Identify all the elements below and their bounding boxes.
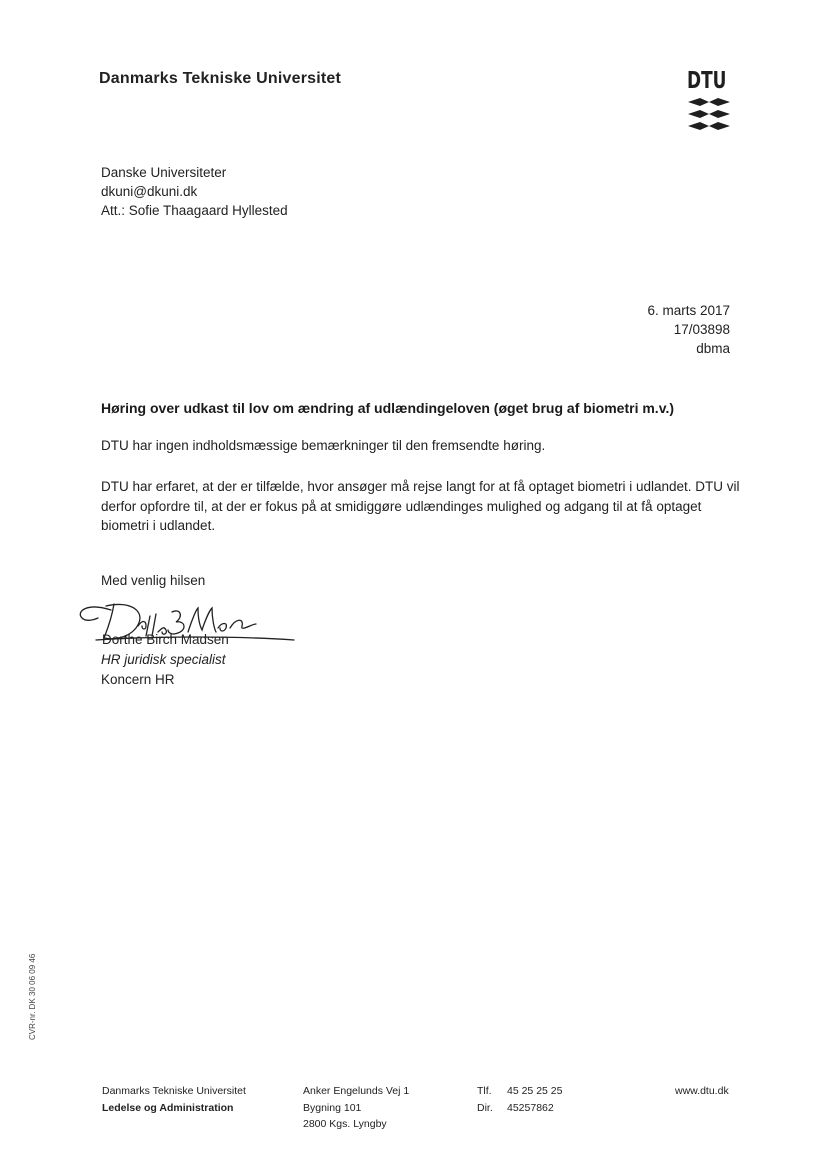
letter-date: 6. marts 2017 [647, 303, 730, 318]
recipient-name: Danske Universiteter [101, 165, 227, 180]
footer-address-line: Anker Engelunds Vej 1 [303, 1085, 410, 1097]
logo-text: DTU [687, 68, 727, 94]
recipient-attention: Att.: Sofie Thaagaard Hyllested [101, 203, 288, 218]
footer-address-line: Bygning 101 [303, 1101, 362, 1114]
recipient-email: dkuni@dkuni.dk [101, 184, 198, 199]
direct-label: Dir. [477, 1101, 493, 1114]
phone-number: 45 25 25 25 [507, 1085, 563, 1097]
footer-address-line: 2800 Kgs. Lyngby [303, 1118, 387, 1130]
footer-org-unit: Ledelse og Administration [102, 1101, 234, 1114]
handwritten-signature [76, 598, 306, 648]
signatory-name: Dorthe Birch Madsen [102, 632, 229, 647]
case-reference: 17/03898 [673, 322, 730, 337]
direct-number: 45257862 [507, 1101, 554, 1114]
letter-subject: Høring over udkast til lov om ændring af udlændingeloven (øget brug af biometri m.v.) [101, 400, 674, 416]
footer-phone [477, 1083, 562, 1116]
signatory-department: Koncern HR [101, 672, 175, 687]
body-paragraph-2: DTU har erfaret, at der er tilfælde, hvor ansøger må rejse langt for at få optaget biometri i udlandet. DTU vil derfor opfordre til, at der er fokus på at smidiggøre udlændinges mulighed og adgang til at få optaget biometri i udlandet. [101, 479, 740, 533]
institution-name: Danmarks Tekniske Universitet [99, 70, 342, 87]
body-paragraph-1: DTU har ingen indholdsmæssige bemærkninger til den fremsendte høring. [101, 438, 546, 453]
phone-label: Tlf. [477, 1085, 492, 1097]
footer-address [303, 1083, 409, 1133]
letter-meta [647, 301, 730, 358]
footer-org-name: Danmarks Tekniske Universitet [102, 1085, 246, 1097]
footer-website[interactable]: www.dtu.dk [675, 1085, 729, 1097]
cvr-number: CVR-nr. DK 30 06 09 46 [28, 953, 37, 1040]
dtu-logo [686, 68, 732, 138]
signatory-title: HR juridisk specialist [101, 652, 226, 667]
footer-organization [102, 1083, 246, 1116]
recipient-block [101, 163, 288, 220]
author-initials: dbma [696, 341, 730, 356]
closing-salutation: Med venlig hilsen [101, 573, 206, 588]
logo-wave-icon [686, 98, 732, 134]
